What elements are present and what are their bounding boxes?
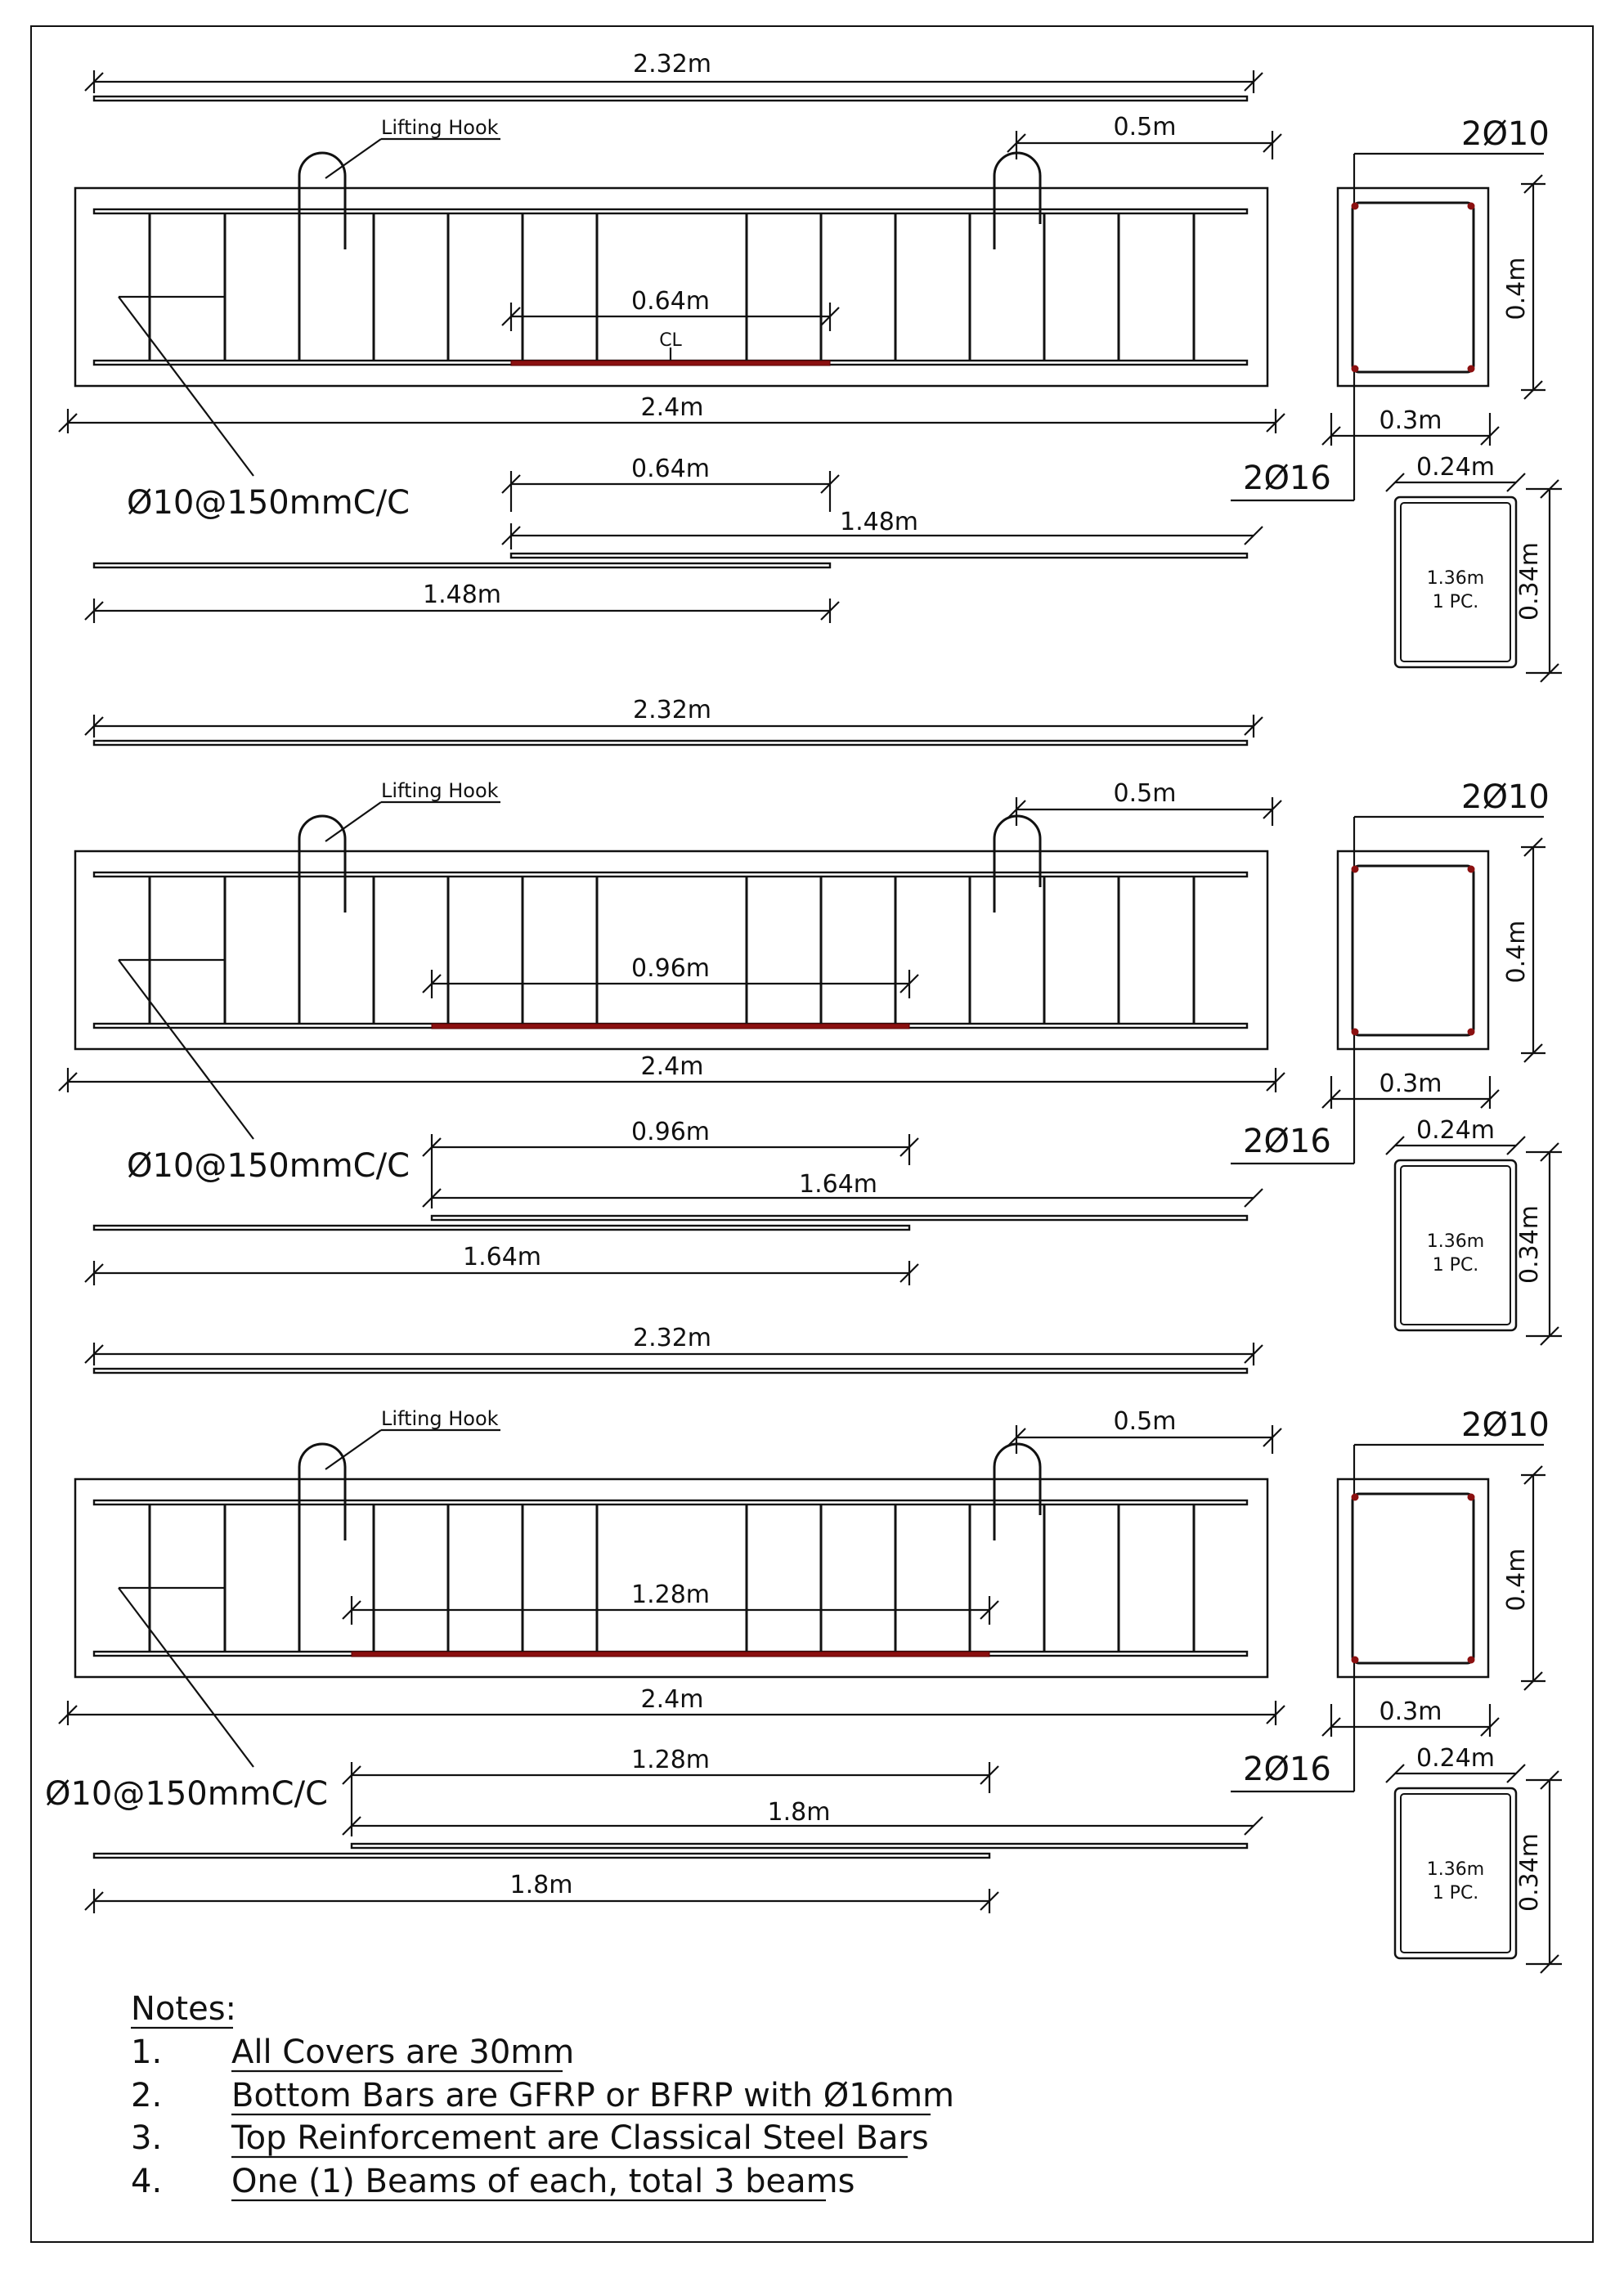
straight-top-bar	[94, 1369, 1247, 1373]
top-bar	[94, 1500, 1247, 1504]
stirrup-spacing-label: Ø10@150mmC/C	[127, 484, 410, 522]
lap-long-label: 1.48m	[839, 508, 919, 536]
stirrup-length-label: 1.36m	[1426, 568, 1485, 589]
overall-length-label: 2.32m	[632, 696, 712, 724]
hook-offset-dimension	[1007, 779, 1281, 826]
bottom-bars-label: 2Ø16	[1243, 1123, 1331, 1160]
lap-long-label: 1.64m	[798, 1170, 878, 1199]
straight-top-bar	[94, 741, 1247, 745]
lifting-hook	[299, 816, 345, 913]
note-text: All Covers are 30mm	[231, 2034, 575, 2071]
stirrups	[150, 1504, 1194, 1652]
hook-offset-label: 0.5m	[1113, 1407, 1177, 1436]
section-stirrup	[1353, 203, 1474, 372]
lap-short-label: 1.48m	[422, 581, 502, 609]
stirrup-length-label: 1.36m	[1426, 1859, 1485, 1880]
lifting-hook-label: Lifting Hook	[381, 116, 499, 139]
beam-1	[59, 50, 1562, 682]
section-width-label: 0.3m	[1379, 1069, 1442, 1098]
note-number: 1.	[131, 2034, 163, 2071]
beam-2	[59, 696, 1562, 1345]
frp-length-label: 0.64m	[630, 287, 711, 316]
beam-length-label: 2.4m	[640, 1052, 704, 1081]
frp-bottom-bar	[511, 361, 830, 365]
top-bar	[94, 209, 1247, 213]
stirrup-qty-label: 1 PC.	[1432, 1255, 1479, 1276]
section-height-label: 0.4m	[1502, 920, 1531, 984]
beam-elevation-outline	[75, 851, 1267, 1049]
lap-dimensions	[85, 1746, 1263, 1913]
beam-length-label: 2.4m	[640, 393, 704, 422]
lifting-hook	[994, 1444, 1040, 1540]
lap-long-bar	[511, 554, 1247, 558]
notes	[131, 1990, 954, 2200]
note-text: Bottom Bars are GFRP or BFRP with Ø16mm	[231, 2077, 955, 2114]
frp-length-dimension	[423, 954, 918, 998]
section-height-label: 0.4m	[1502, 1548, 1531, 1612]
section-outline	[1338, 851, 1488, 1049]
section-width-label: 0.3m	[1379, 1697, 1442, 1726]
section-height-label: 0.4m	[1502, 257, 1531, 321]
notes-title: Notes:	[131, 1990, 237, 2028]
overall-length-dimension	[85, 50, 1263, 93]
frp-length-label: 0.96m	[630, 954, 711, 983]
lap-frp-label: 0.96m	[630, 1118, 711, 1146]
lap-dimensions	[85, 455, 1263, 623]
lap-frp-label: 0.64m	[630, 455, 711, 483]
lap-frp-label: 1.28m	[630, 1746, 711, 1774]
cross-section	[1231, 115, 1562, 682]
stirrup-width-label: 0.24m	[1415, 453, 1496, 482]
note-text: Top Reinforcement are Classical Steel Bars	[231, 2119, 929, 2157]
overall-length-label: 2.32m	[632, 50, 712, 78]
frp-bottom-bar	[432, 1024, 909, 1029]
lifting-hook	[299, 153, 345, 249]
lifting-hook	[994, 816, 1040, 913]
beam-length-dimension	[59, 1052, 1285, 1092]
stirrup-length-label: 1.36m	[1426, 1231, 1485, 1252]
centerline-label: CL	[659, 330, 682, 351]
top-bars-label: 2Ø10	[1461, 115, 1550, 153]
lap-short-bar	[94, 1854, 989, 1858]
lap-long-label: 1.8m	[767, 1798, 831, 1827]
stirrup-qty-label: 1 PC.	[1432, 592, 1479, 612]
lifting-hook-label: Lifting Hook	[381, 779, 499, 802]
beam-length-dimension	[59, 393, 1285, 433]
frp-length-label: 1.28m	[630, 1581, 711, 1609]
beam-length-dimension	[59, 1685, 1285, 1725]
lifting-hook	[994, 153, 1040, 249]
stirrups	[150, 877, 1194, 1024]
beam-elevation-outline	[75, 1479, 1267, 1677]
stirrup-spacing-label: Ø10@150mmC/C	[127, 1147, 410, 1185]
bottom-bars-label: 2Ø16	[1243, 1751, 1331, 1788]
stirrup-width-label: 0.24m	[1415, 1116, 1496, 1145]
lap-short-bar	[94, 563, 830, 567]
lap-short-label: 1.64m	[462, 1243, 542, 1271]
frp-length-dimension	[343, 1581, 998, 1625]
overall-length-label: 2.32m	[632, 1324, 712, 1352]
overall-length-dimension	[85, 1324, 1263, 1365]
lifting-hook	[299, 1444, 345, 1540]
section-stirrup	[1353, 1494, 1474, 1663]
frp-length-dimension	[502, 287, 839, 331]
stirrup-height-label: 0.34m	[1515, 1204, 1544, 1285]
section-outline	[1338, 1479, 1488, 1677]
top-bars-label: 2Ø10	[1461, 778, 1550, 816]
lap-long-bar	[432, 1216, 1247, 1220]
hook-offset-label: 0.5m	[1113, 113, 1177, 141]
straight-top-bar	[94, 96, 1247, 101]
section-width-label: 0.3m	[1379, 406, 1442, 435]
hook-offset-dimension	[1007, 1407, 1281, 1454]
cross-section	[1231, 1406, 1562, 1973]
lap-short-bar	[94, 1226, 909, 1230]
hook-offset-dimension	[1007, 113, 1281, 159]
lap-short-label: 1.8m	[509, 1871, 573, 1899]
note-number: 3.	[131, 2119, 163, 2157]
lap-long-bar	[352, 1844, 1247, 1848]
stirrup-height-label: 0.34m	[1515, 1832, 1544, 1913]
stirrup-spacing-label: Ø10@150mmC/C	[45, 1775, 328, 1813]
top-bar	[94, 872, 1247, 877]
stirrup-height-label: 0.34m	[1515, 541, 1544, 621]
stirrup-width-label: 0.24m	[1415, 1744, 1496, 1773]
lap-dimensions	[85, 1118, 1263, 1285]
note-text: One (1) Beams of each, total 3 beams	[231, 2163, 855, 2200]
top-bars-label: 2Ø10	[1461, 1406, 1550, 1444]
cross-section	[1231, 778, 1562, 1345]
beam-3	[45, 1324, 1562, 1973]
section-stirrup	[1353, 866, 1474, 1035]
note-number: 4.	[131, 2163, 163, 2200]
beam-length-label: 2.4m	[640, 1685, 704, 1714]
stirrup-qty-label: 1 PC.	[1432, 1883, 1479, 1904]
hook-offset-label: 0.5m	[1113, 779, 1177, 808]
sheet-border	[31, 26, 1593, 2242]
section-outline	[1338, 188, 1488, 386]
note-number: 2.	[131, 2077, 163, 2114]
overall-length-dimension	[85, 696, 1263, 738]
frp-bottom-bar	[352, 1652, 989, 1657]
bottom-bars-label: 2Ø16	[1243, 460, 1331, 497]
lifting-hook-label: Lifting Hook	[381, 1407, 499, 1430]
